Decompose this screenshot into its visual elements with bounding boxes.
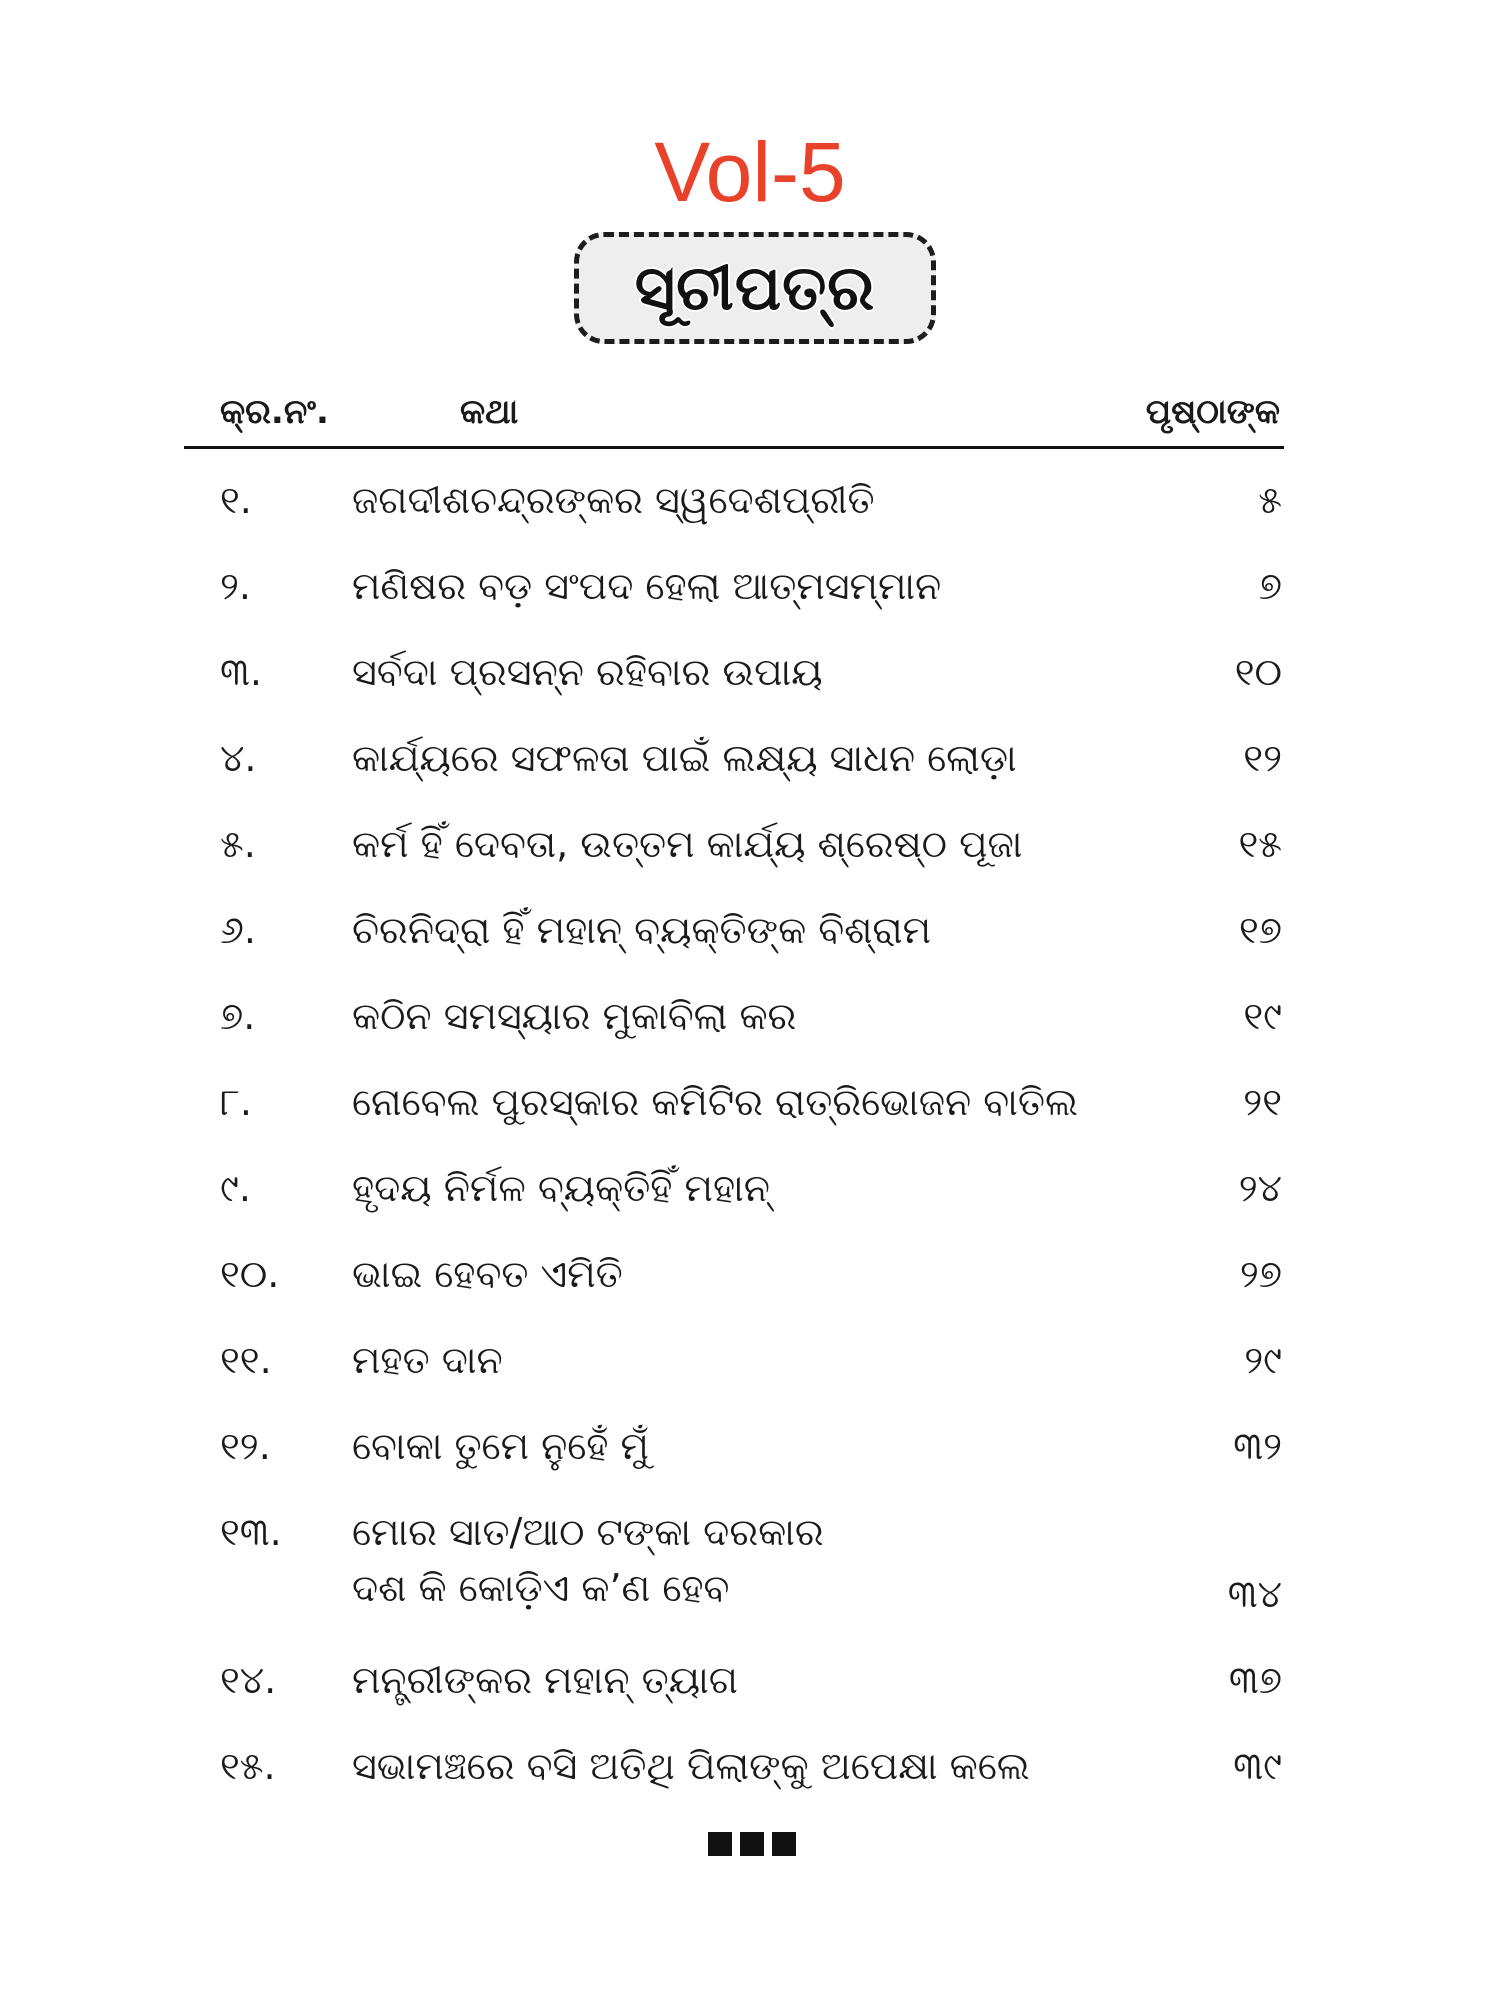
- entry-title-line2: ଦଶ କି କୋଡ଼ିଏ କ’ଣ ହେବ: [352, 1566, 730, 1610]
- toc-entry[interactable]: [220, 1738, 1282, 1824]
- entry-page: ୧୯: [1243, 994, 1282, 1038]
- entry-number: ୯.: [220, 1166, 251, 1210]
- square-mark: [740, 1832, 764, 1856]
- entry-title: ସର୍ବଦା ପ୍ରସନ୍ନ ରହିବାର ଉପାୟ: [352, 650, 823, 694]
- entry-title: କର୍ମ ହିଁ ଦେବତା, ଉତ୍ତମ କାର୍ଯ୍ୟ ଶ୍ରେଷ୍ଠ ପୂଜା: [352, 822, 1023, 866]
- entry-title: ନୋବେଲ ପୁରସ୍କାର କମିଟିର ରାତ୍ରିଭୋଜନ ବାତିଲ: [352, 1080, 1079, 1124]
- serial-header: କ୍ର.ନଂ.: [220, 392, 329, 432]
- entry-page: ୧୫: [1238, 822, 1282, 866]
- table-header: [220, 392, 1280, 440]
- toc-entry[interactable]: [220, 1074, 1282, 1160]
- toc-entry[interactable]: [220, 988, 1282, 1074]
- entry-number: ୧୦.: [220, 1252, 280, 1296]
- entry-number: ୫.: [220, 822, 256, 866]
- entry-page: ୧୦: [1234, 650, 1282, 694]
- entry-page: ୧୨: [1243, 736, 1282, 780]
- entry-number: ୬.: [220, 908, 256, 952]
- toc-entry[interactable]: [220, 1246, 1282, 1332]
- volume-label: Vol-5: [654, 125, 846, 219]
- contents-list: [220, 472, 1282, 1824]
- entry-page: ୨୯: [1244, 1338, 1282, 1382]
- title-box: [574, 232, 936, 344]
- entry-page: ୩୪: [1227, 1572, 1282, 1616]
- entry-page: ୭: [1258, 564, 1282, 608]
- entry-page: ୩୨: [1233, 1424, 1282, 1468]
- entry-number: ୧୫.: [220, 1744, 276, 1788]
- square-mark: [708, 1832, 732, 1856]
- entry-page: ୩୯: [1233, 1744, 1282, 1788]
- entry-title: ହୃଦୟ ନିର୍ମଳ ବ୍ୟକ୍ତିହିଁ ମହାନ୍: [352, 1166, 770, 1210]
- toc-entry[interactable]: [220, 558, 1282, 644]
- entry-page: ୨୪: [1238, 1166, 1282, 1210]
- entry-title: ମହତ ଦାନ: [352, 1338, 503, 1382]
- entry-page: ୨୧: [1243, 1080, 1282, 1124]
- entry-number: ୩.: [220, 650, 262, 694]
- entry-number: ୮.: [220, 1080, 252, 1124]
- entry-page: ୨୭: [1239, 1252, 1282, 1296]
- entry-title: ମଣିଷର ବଡ଼ ସଂପଦ ହେଲା ଆତ୍ମସମ୍ମାନ: [352, 564, 942, 608]
- toc-entry[interactable]: [220, 472, 1282, 558]
- toc-entry[interactable]: [220, 644, 1282, 730]
- entry-title: କାର୍ଯ୍ୟରେ ସଫଳତା ପାଇଁ ଲକ୍ଷ୍ୟ ସାଧନ ଲୋଡ଼ା: [352, 736, 1017, 780]
- entry-page: ୫: [1258, 478, 1282, 522]
- entry-number: ୪.: [220, 736, 257, 780]
- entry-page: ୧୭: [1238, 908, 1282, 952]
- page-number-header: ପୃଷ୍ଠାଙ୍କ: [1145, 392, 1280, 432]
- toc-entry[interactable]: [220, 730, 1282, 816]
- entry-title: ବୋକା ତୁମେ ନୁହେଁ ମୁଁ: [352, 1424, 649, 1468]
- entry-number: ୧୩.: [220, 1510, 282, 1554]
- entry-number: ୨.: [220, 564, 252, 608]
- entry-title: ଚିରନିଦ୍ରା ହିଁ ମହାନ୍ ବ୍ୟକ୍ତିଙ୍କ ବିଶ୍ରାମ: [352, 908, 932, 952]
- entry-number: ୧୪.: [220, 1658, 277, 1702]
- entry-number: ୧୧.: [220, 1338, 272, 1382]
- toc-entry[interactable]: [220, 1332, 1282, 1418]
- entry-title: ସଭାମଞ୍ଚରେ ବସି ଅତିଥି ପିଲାଙ୍କୁ ଅପେକ୍ଷା କଲେ: [352, 1744, 1030, 1788]
- story-header: କଥା: [460, 392, 519, 432]
- toc-entry[interactable]: [220, 1652, 1282, 1738]
- entry-title-block: [352, 1504, 1152, 1616]
- entry-number: ୧.: [220, 478, 252, 522]
- entry-title: ମନ୍ତ୍ରୀଙ୍କର ମହାନ୍ ତ୍ୟାଗ: [352, 1658, 738, 1702]
- header-divider: [184, 446, 1284, 449]
- entry-title: ଜଗଦୀଶଚନ୍ଦ୍ରଙ୍କର ସ୍ୱଦେଶପ୍ରୀତି: [352, 478, 875, 522]
- entry-title: ଭାଇ ହେବତ ଏମିତି: [352, 1252, 623, 1296]
- entry-page: ୩୭: [1228, 1658, 1282, 1702]
- entry-number: ୭.: [220, 994, 256, 1038]
- end-of-list-ornament: [708, 1832, 808, 1858]
- toc-entry[interactable]: [220, 1160, 1282, 1246]
- entry-number: ୧୨.: [220, 1424, 271, 1468]
- entry-title: ମୋର ସାତ/ଆଠ ଟଙ୍କା ଦରକାର: [352, 1510, 824, 1554]
- toc-entry[interactable]: [220, 1418, 1282, 1504]
- toc-entry[interactable]: [220, 816, 1282, 902]
- entry-title: କଠିନ ସମସ୍ୟାର ମୁକାବିଲା କର: [352, 994, 797, 1038]
- square-mark: [772, 1832, 796, 1856]
- page-title: ସୂଚୀପତ୍ର: [634, 251, 876, 324]
- toc-entry[interactable]: [220, 1504, 1282, 1652]
- toc-entry[interactable]: [220, 902, 1282, 988]
